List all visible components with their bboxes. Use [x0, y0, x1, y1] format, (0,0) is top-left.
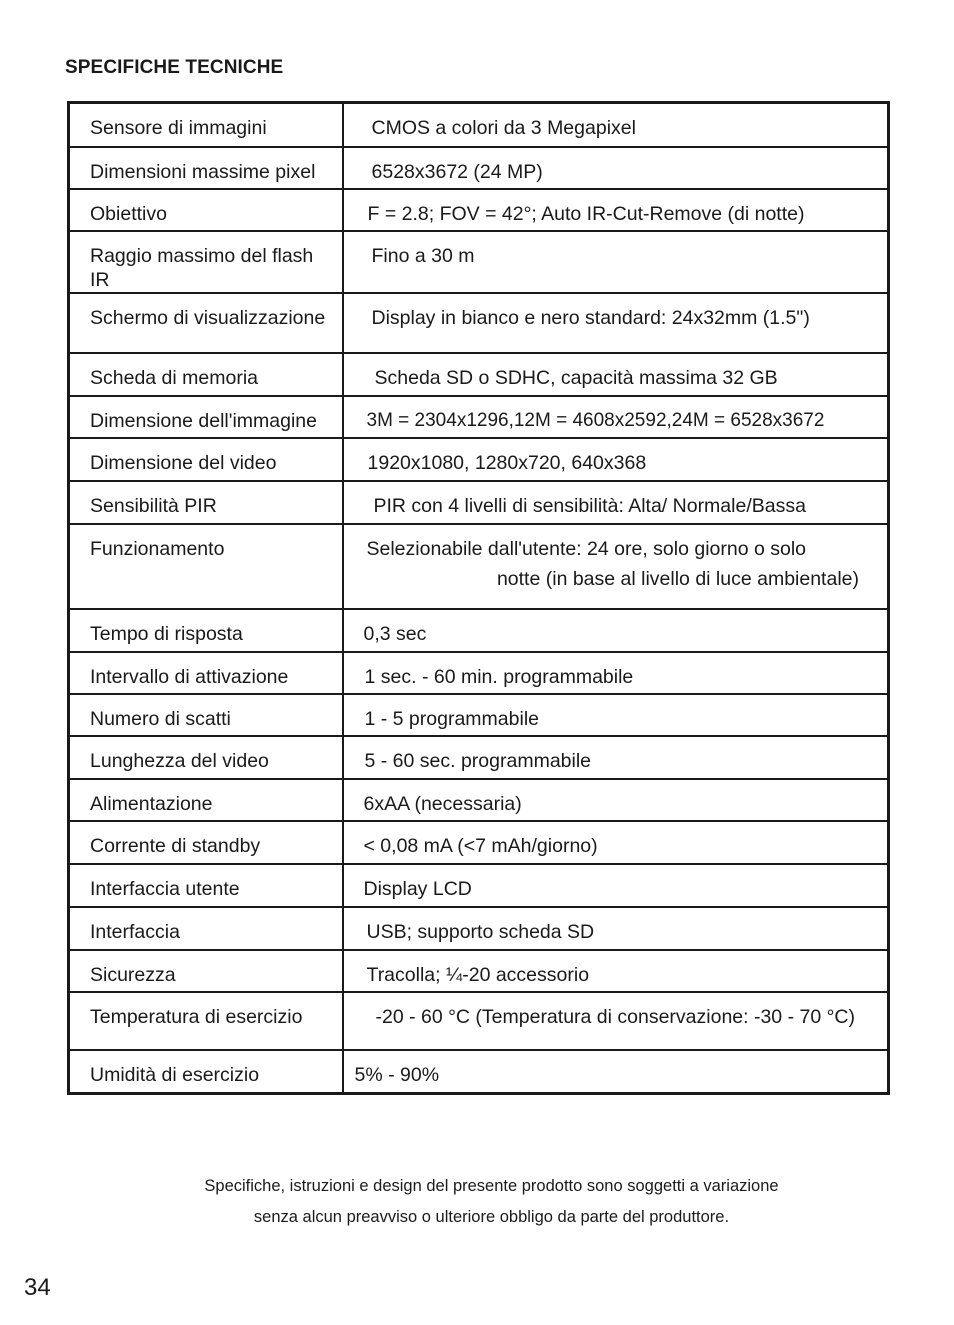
table-row: [69, 189, 889, 231]
spec-value: 1920x1080, 1280x720, 640x368: [343, 438, 889, 481]
spec-value: Display in bianco e nero standard: 24x32mm (1.5"): [343, 293, 889, 353]
spec-label: Interfaccia utente: [69, 864, 343, 907]
page-heading: SPECIFICHE TECNICHE: [65, 57, 284, 78]
table-row: [69, 353, 889, 396]
spec-value: 6xAA (necessaria): [343, 779, 889, 821]
spec-value: Scheda SD o SDHC, capacità massima 32 GB: [343, 353, 889, 396]
spec-value: 0,3 sec: [343, 609, 889, 652]
table-row: [69, 438, 889, 481]
spec-label: Dimensioni massime pixel: [69, 147, 343, 189]
table-row: [69, 293, 889, 353]
spec-label: Sensibilità PIR: [69, 481, 343, 524]
page-number: 34: [24, 1274, 51, 1301]
spec-label: Scheda di memoria: [69, 353, 343, 396]
spec-label: Umidità di esercizio: [69, 1050, 343, 1094]
table-row: [69, 779, 889, 821]
table-row: [69, 992, 889, 1050]
spec-value: Tracolla; ¼-20 accessorio: [343, 950, 889, 992]
table-row: [69, 907, 889, 950]
spec-label: Lunghezza del video: [69, 736, 343, 779]
table-row: [69, 694, 889, 736]
spec-value-line1: Selezionabile dall'utente: 24 ore, solo giorno o solo: [366, 537, 807, 560]
table-row: [69, 652, 889, 694]
spec-label: Schermo di visualizzazione: [69, 293, 343, 353]
spec-label: Sensore di immagini: [69, 103, 343, 147]
table-row: [69, 736, 889, 779]
table-row: [69, 609, 889, 652]
spec-label: Dimensione del video: [69, 438, 343, 481]
spec-table: [67, 101, 890, 1095]
spec-label: Temperatura di esercizio: [69, 992, 343, 1050]
spec-value: 6528x3672 (24 MP): [343, 147, 889, 189]
spec-label: Sicurezza: [69, 950, 343, 992]
spec-value: F = 2.8; FOV = 42°; Auto IR-Cut-Remove (di notte): [343, 189, 889, 231]
spec-value: Fino a 30 m: [343, 231, 889, 293]
disclaimer-line2: senza alcun preavviso o ulteriore obbligo da parte del produttore.: [253, 1208, 730, 1226]
spec-label: Tempo di risposta: [69, 609, 343, 652]
spec-value: < 0,08 mA (<7 mAh/giorno): [343, 821, 889, 864]
table-row: [69, 1050, 889, 1094]
spec-value: [343, 524, 889, 609]
spec-value: -20 - 60 °C (Temperatura di conservazione: -30 - 70 °C): [343, 992, 889, 1050]
table-row: [69, 396, 889, 438]
table-row: [69, 950, 889, 992]
spec-label: Obiettivo: [69, 189, 343, 231]
spec-value: 5 - 60 sec. programmabile: [343, 736, 889, 779]
table-row: [69, 821, 889, 864]
table-row: [69, 231, 889, 293]
spec-label: Funzionamento: [69, 524, 343, 609]
spec-value: CMOS a colori da 3 Megapixel: [343, 103, 889, 147]
spec-label: Intervallo di attivazione: [69, 652, 343, 694]
spec-label: Numero di scatti: [69, 694, 343, 736]
spec-label: Raggio massimo del flash IR: [69, 231, 343, 293]
spec-value: 3M = 2304x1296,12M = 4608x2592,24M = 6528x3672: [343, 396, 889, 438]
table-row: [69, 147, 889, 189]
spec-value-line2: notte (in base al livello di luce ambientale): [496, 567, 859, 590]
spec-value: 5% - 90%: [343, 1050, 889, 1094]
spec-label: Interfaccia: [69, 907, 343, 950]
table-row: [69, 103, 889, 147]
disclaimer-note: [0, 1171, 954, 1233]
table-row: [69, 481, 889, 524]
spec-value: 1 sec. - 60 min. programmabile: [343, 652, 889, 694]
spec-label: Corrente di standby: [69, 821, 343, 864]
spec-value: USB; supporto scheda SD: [343, 907, 889, 950]
spec-label: Dimensione dell'immagine: [69, 396, 343, 438]
table-row: [69, 864, 889, 907]
spec-value: Display LCD: [343, 864, 889, 907]
spec-label: Alimentazione: [69, 779, 343, 821]
disclaimer-line1: Specifiche, istruzioni e design del presente prodotto sono soggetti a variazione: [204, 1177, 779, 1195]
spec-value: 1 - 5 programmabile: [343, 694, 889, 736]
spec-value: PIR con 4 livelli di sensibilità: Alta/ Normale/Bassa: [343, 481, 889, 524]
table-row: [69, 524, 889, 609]
